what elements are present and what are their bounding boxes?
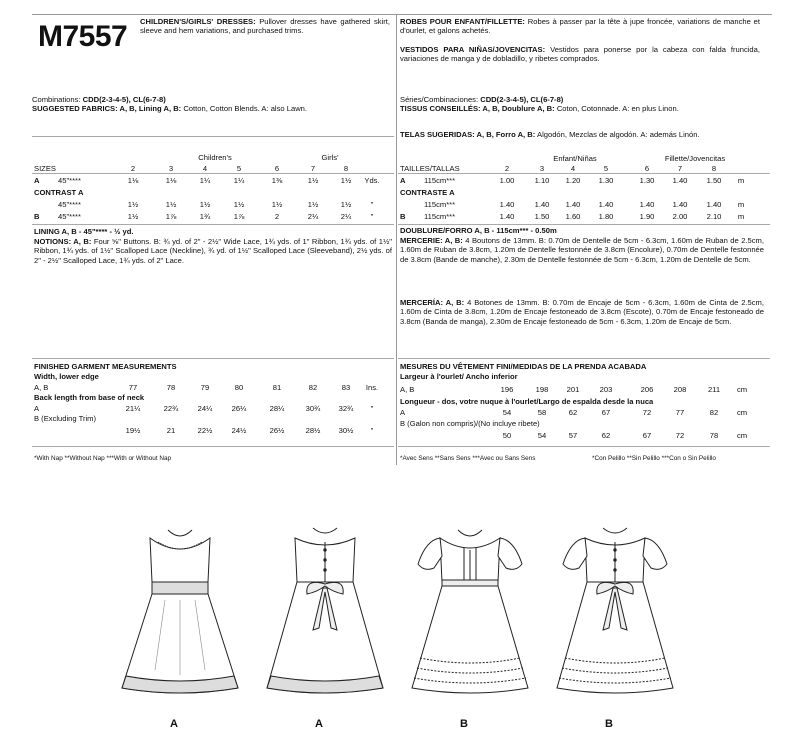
yardage-row-label: CONTRAST A: [34, 188, 84, 197]
taille-col-header: 4: [570, 164, 576, 173]
yardage-value: 1½: [307, 176, 319, 185]
metrage-value: 1.40: [672, 200, 688, 209]
description-body: Pullover dresses have gathered skirt, sleeve and hem variations, and purchased trims.: [140, 17, 390, 36]
measurement-value: 22½: [197, 426, 213, 435]
tissus-head: TISSUS CONSEILLÉS: A, B, Doublure A, B:: [400, 104, 555, 113]
yardage-value: 1⅞: [165, 212, 177, 221]
telas-head: TELAS SUGERIDAS: A, B, Forro A, B:: [400, 130, 536, 139]
yardage-value: 1½: [199, 200, 211, 209]
yardage-value: 2¼: [340, 212, 352, 221]
yardage-value: 1¾: [199, 212, 211, 221]
group-childrens: Children's: [198, 153, 232, 162]
measurement-value: 208: [673, 385, 687, 394]
yardage-value: 1½: [307, 200, 319, 209]
measurement-value: 28¼: [269, 404, 285, 413]
doublure-fr: DOUBLURE/FORRO A, B - 115cm*** - 0.50m: [400, 226, 557, 235]
size-col-header: 2: [130, 164, 136, 173]
longueur-heading: Longueur - dos, votre nuque à l'ourlet/Largo de espalda desde la nuca: [400, 397, 654, 406]
fabric-width: 45"****: [58, 200, 81, 209]
unit-label: cm: [736, 408, 748, 417]
measurement-value: 203: [599, 385, 613, 394]
unit-label: ": [370, 212, 374, 221]
measurement-value: 206: [640, 385, 654, 394]
unit-label: ": [370, 426, 374, 435]
fabric-width-cm: 115cm***: [424, 176, 456, 185]
metrage-value: 1.90: [639, 212, 655, 221]
yardage-value: 1½: [340, 176, 352, 185]
metrage-value: 1.30: [639, 176, 655, 185]
mercerie-body: 4 Boutons de 13mm. B: 0.70m de Dentelle de 5cm - 6.3cm, 1.60m de Ruban de 2.5cm, 1.60m de Ruban de 3.8cm, 1.20m de Dentelle festonnée de 3.8cm (Encolure), 0.70m de Dentelle festonnée de 3.8cm (Bande de manche), 2.30m de Dentelle festonnée de 5cm - 6.3cm, 1.20m de Dentelle de 5cm.: [400, 236, 764, 264]
dress-view-b-front: [412, 530, 528, 693]
measurement-row-label: A, B: [34, 383, 49, 392]
metrage-value: 1.40: [598, 200, 614, 209]
metrage-value: 1.30: [598, 176, 614, 185]
group-enfant: Enfant/Niñas: [553, 154, 597, 163]
width-heading-en: Width, lower edge: [34, 372, 99, 381]
metrage-value: 1.40: [639, 200, 655, 209]
yardage-value: 1½: [165, 200, 177, 209]
fabrics-en: [32, 104, 392, 113]
fabric-width-cm: 115cm***: [424, 212, 456, 221]
combinations-value-fr: CDD(2-3-4-5), CL(6-7-8): [480, 95, 564, 104]
size-col-header: 4: [202, 164, 208, 173]
measurement-value: 24½: [231, 426, 247, 435]
measurement-row-label: A: [400, 408, 406, 417]
fabrics-head: SUGGESTED FABRICS: A, B, Lining A, B:: [32, 104, 182, 113]
description-body-es: Vestidos para ponerse por la cabeza con falda fruncida, variaciones de manga y de dobladillo, y ribetes comprados.: [400, 45, 760, 64]
footnote-en: *With Nap **Without Nap ***With or Without Nap: [34, 455, 172, 462]
yardage-value: 1⅞: [233, 212, 245, 221]
unit-label: cm: [736, 431, 748, 440]
combinations-prefix: Combinations:: [32, 95, 81, 104]
top-rule: [32, 14, 772, 15]
size-col-header: 6: [274, 164, 280, 173]
combinations-prefix-fr: Séries/Combinaciones:: [400, 95, 479, 104]
metrage-value: 1.40: [672, 176, 688, 185]
footnote-fr: *Avec Sens **Sans Sens ***Avec ou Sans Sens: [400, 455, 536, 462]
measurement-value: 72: [642, 408, 652, 417]
measurement-value: 26½: [269, 426, 285, 435]
back-b-label-en: B (Excluding Trim): [34, 414, 97, 423]
description-body-fr: Robes à passer par la tête à jupe froncée, variations de manche et d'ourlet, et galons achetés.: [400, 17, 760, 36]
yardage-value: 1½: [271, 200, 283, 209]
metrage-row-label: B: [400, 212, 406, 221]
metrage-value: 1.40: [499, 212, 515, 221]
yardage-value: 1¼: [199, 176, 211, 185]
lining-en: LINING A, B - 45"**** - ½ yd.: [34, 227, 134, 236]
group-girls: Girls': [321, 153, 339, 162]
yardage-value: 1½: [127, 212, 139, 221]
yardage-value: 1⅛: [165, 176, 177, 185]
merceria-head: MERCERÍA: A, B:: [400, 298, 465, 307]
measurement-value: 81: [272, 383, 282, 392]
fabric-width: 45"****: [58, 176, 81, 185]
telas-es: [400, 130, 760, 139]
tailles-label: TAILLES/TALLAS: [400, 164, 460, 173]
longueur-b-label: B (Galon non compris)/(No incluye ribete): [400, 419, 540, 428]
metrage-value: 1.00: [499, 176, 515, 185]
taille-col-header: 8: [711, 164, 717, 173]
description-fr: [400, 17, 760, 36]
unit-label: Ins.: [365, 383, 379, 392]
measurement-value: 78: [709, 431, 719, 440]
metrage-value: 1.40: [706, 200, 722, 209]
measurement-value: 82: [308, 383, 318, 392]
measurement-value: 83: [341, 383, 351, 392]
metrage-value: 1.10: [534, 176, 550, 185]
metrage-value: 2.00: [672, 212, 688, 221]
yardage-value: 1½: [340, 200, 352, 209]
measurement-value: 196: [500, 385, 514, 394]
combinations-fr: [400, 95, 563, 104]
view-label-a-front: A: [170, 718, 178, 730]
measurement-value: 22¾: [163, 404, 179, 413]
dress-illustrations: [80, 520, 700, 720]
fabrics-body: Cotton, Cotton Blends. A: also Lawn.: [183, 104, 308, 113]
yardage-value: 1½: [127, 200, 139, 209]
measurement-value: 72: [675, 431, 685, 440]
notions-head: NOTIONS: A, B:: [34, 237, 92, 246]
description-en: [140, 17, 390, 36]
measurement-row-label: A: [34, 404, 40, 413]
measurement-value: 32¾: [338, 404, 354, 413]
view-label-b-front: B: [460, 718, 468, 730]
tissus-fr: [400, 104, 760, 113]
unit-label: Yds.: [364, 176, 380, 185]
measurement-value: 19½: [125, 426, 141, 435]
size-col-header: 7: [310, 164, 316, 173]
unit-label: ": [370, 404, 374, 413]
size-col-header: 8: [343, 164, 349, 173]
yardage-value: 2¼: [307, 212, 319, 221]
yardage-value: 1¼: [233, 176, 245, 185]
metrage-value: 1.50: [534, 212, 550, 221]
measurement-value: 28½: [305, 426, 321, 435]
measurement-value: 57: [568, 431, 578, 440]
combinations-en: [32, 95, 166, 104]
dress-view-b-back: [557, 528, 673, 693]
taille-col-header: 5: [603, 164, 609, 173]
notions-en: [34, 237, 392, 265]
measurement-value: 78: [166, 383, 176, 392]
combinations-value: CDD(2-3-4-5), CL(6-7-8): [82, 95, 166, 104]
tissus-body: Coton, Cotonnade. A: en plus Linon.: [556, 104, 679, 113]
unit-label: m: [737, 200, 745, 209]
unit-label: m: [737, 176, 745, 185]
metrage-value: 1.80: [598, 212, 614, 221]
unit-label: ": [370, 200, 374, 209]
measurement-value: 21¼: [125, 404, 141, 413]
measurement-value: 50: [502, 431, 512, 440]
metrage-value: 1.40: [565, 200, 581, 209]
taille-col-header: 6: [644, 164, 650, 173]
dress-view-a-back: [267, 528, 383, 693]
yardage-value: 2: [274, 212, 280, 221]
metrage-value: 2.10: [706, 212, 722, 221]
notions-body: Four ⅝" Buttons. B: ¾ yd. of 2" - 2½" Wide Lace, 1¾ yds. of 1" Ribbon, 1¾ yds. of 1½" Ribbon, 1¾ yds. of 1½" Scalloped Lace (Neckline), ¾ yd. of 1½" Scalloped Lace (Sleeveband), 2½ yds. of 2" - 2½" Scalloped Lace, 1¾ yds. of 2" Lace.: [34, 237, 392, 265]
description-head: CHILDREN'S/GIRLS' DRESSES:: [140, 17, 256, 26]
measurement-value: 80: [234, 383, 244, 392]
yardage-value: 1⅛: [127, 176, 139, 185]
measurement-value: 54: [537, 431, 547, 440]
measurement-value: 79: [200, 383, 210, 392]
view-label-a-back: A: [315, 718, 323, 730]
largeur-heading: Largeur à l'ourlet/ Ancho inferior: [400, 372, 518, 381]
measurement-value: 62: [601, 431, 611, 440]
unit-label: cm: [736, 385, 748, 394]
metrage-value: 1.40: [499, 200, 515, 209]
measurement-value: 67: [601, 408, 611, 417]
measurement-value: 24¼: [197, 404, 213, 413]
unit-label: m: [737, 212, 745, 221]
measurement-row-label: A, B: [400, 385, 415, 394]
description-es: [400, 45, 760, 64]
fabric-width-cm: 115cm***: [424, 200, 456, 209]
metrage-value: 1.50: [706, 176, 722, 185]
column-divider: [396, 14, 397, 465]
yardage-row-label: B: [34, 212, 40, 221]
metrage-row-label: A: [400, 176, 406, 185]
metrage-row-label: CONTRASTE A: [400, 188, 455, 197]
back-heading-en: Back length from base of neck: [34, 393, 145, 402]
measurement-value: 198: [535, 385, 549, 394]
metrage-value: 1.40: [534, 200, 550, 209]
measurement-value: 58: [537, 408, 547, 417]
yardage-value: 1½: [233, 200, 245, 209]
measurement-value: 77: [675, 408, 685, 417]
group-fillette: Fillette/Jovencitas: [664, 154, 726, 163]
footnote-es: *Con Pelillo **Sin Pelillo ***Con o Sin Pelillo: [592, 455, 716, 462]
measurement-value: 30½: [338, 426, 354, 435]
sizes-label: SIZES: [34, 164, 56, 173]
yardage-row-label: A: [34, 176, 40, 185]
measurement-value: 62: [568, 408, 578, 417]
taille-col-header: 2: [504, 164, 510, 173]
pattern-number: M7557: [38, 20, 128, 53]
measurement-value: 67: [642, 431, 652, 440]
measurement-value: 82: [709, 408, 719, 417]
measurement-value: 54: [502, 408, 512, 417]
mesures-heading: MESURES DU VÊTEMENT FINI/MEDIDAS DE LA PRENDA ACABADA: [400, 362, 647, 371]
size-col-header: 5: [236, 164, 242, 173]
measurement-value: 21: [166, 426, 176, 435]
size-col-header: 3: [168, 164, 174, 173]
measurement-value: 211: [707, 385, 721, 394]
metrage-value: 1.20: [565, 176, 581, 185]
telas-body: Algodón, Mezclas de algodón. A: además Linón.: [537, 130, 700, 139]
finished-heading-en: FINISHED GARMENT MEASUREMENTS: [34, 362, 177, 371]
merceria-es: [400, 298, 764, 326]
description-head-fr: ROBES POUR ENFANT/FILLETTE:: [400, 17, 525, 26]
mercerie-fr: [400, 236, 764, 264]
view-label-b-back: B: [605, 718, 613, 730]
merceria-body: 4 Botones de 13mm. B: 0.70m de Encaje de 5cm - 6.3cm, 1.60m de Cinta de 2.5cm, 1.60m de Cinta de 3.8cm, 1.20m de Encaje festoneado de 3.8cm (Escote), 0.70m de Encaje festoneado de 3.8cm (Banda de manga), 2.30m de Encaje festoneado de 5cm - 6.3cm, 1.20m de Encaje de 5cm.: [400, 298, 764, 326]
description-head-es: VESTIDOS PARA NIÑAS/JOVENCITAS:: [400, 45, 546, 54]
measurement-value: 77: [128, 383, 138, 392]
measurement-value: 30¾: [305, 404, 321, 413]
fabric-width: 45"****: [58, 212, 81, 221]
mercerie-head: MERCERIE: A, B:: [400, 236, 463, 245]
taille-col-header: 7: [677, 164, 683, 173]
taille-col-header: 3: [539, 164, 545, 173]
yardage-value: 1⅜: [271, 176, 283, 185]
metrage-value: 1.60: [565, 212, 581, 221]
dress-view-a-front: [122, 530, 238, 693]
measurement-value: 201: [566, 385, 580, 394]
measurement-value: 26¼: [231, 404, 247, 413]
